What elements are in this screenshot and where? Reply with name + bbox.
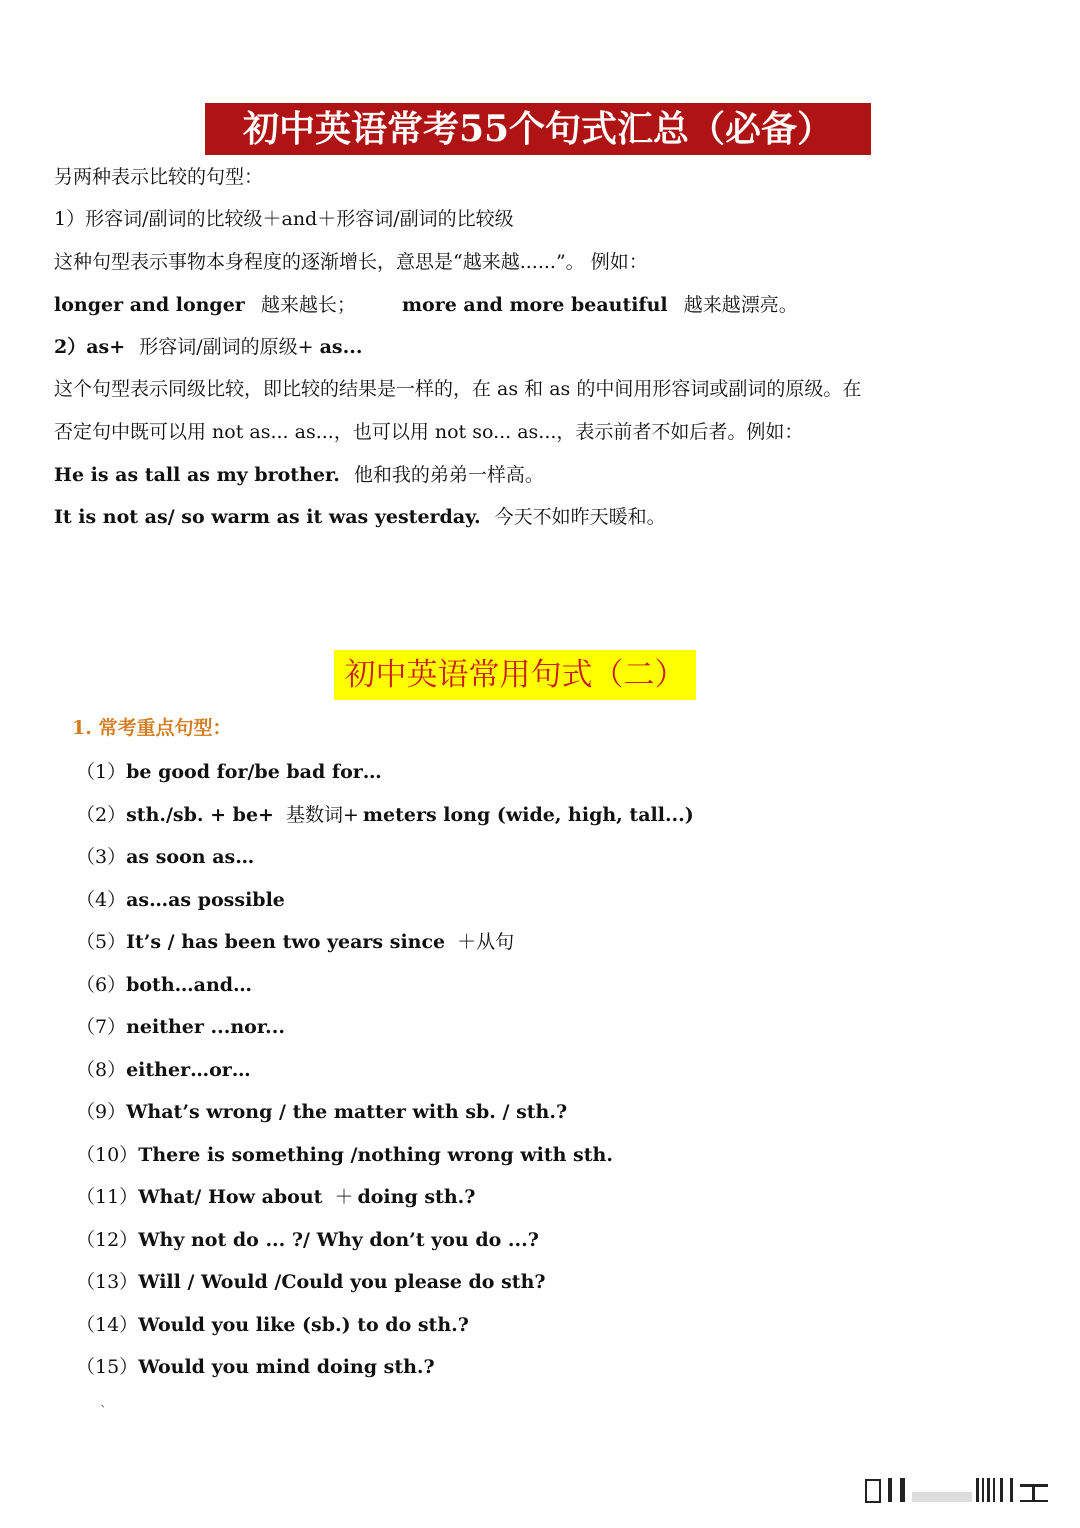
list-item [76, 1354, 435, 1380]
list-item [76, 1269, 546, 1295]
list-item-number: （8） [76, 1059, 127, 1081]
list-item-pattern: What/ How about [138, 1186, 323, 1208]
list-item-number: （12） [76, 1229, 139, 1251]
list-item-pattern: be good for/be bad for… [126, 761, 382, 783]
list-item-pattern: Will / Would /Could you please do sth? [138, 1271, 546, 1293]
list-item-pattern: Would you like (sb.) to do sth.? [138, 1314, 469, 1336]
list-item [76, 844, 254, 870]
list-item [76, 972, 252, 998]
list-item-number: （7） [76, 1016, 127, 1038]
rule-2-number: 2）as+ [54, 336, 126, 358]
rule-2-description-1: 这个句型表示同级比较，即比较的结果是一样的，在 as 和 as 的中间用形容词或副词的原级。在 [54, 378, 862, 400]
list-item-number: （4） [76, 889, 127, 911]
list-item-pattern: both…and… [126, 974, 253, 996]
example-1a-chinese: 越来越长； [260, 294, 356, 316]
example-2b-chinese: 今天不如昨天暖和。 [494, 506, 666, 528]
subsection-heading: 1. 常考重点句型： [72, 717, 232, 739]
list-item [76, 802, 694, 828]
example-2b-english: It is not as/ so warm as it was yesterday. [54, 506, 481, 528]
page-title: 初中英语常考55个句式汇总（必备） [205, 103, 871, 155]
list-item-pattern: either…or… [126, 1059, 251, 1081]
list-item [76, 1227, 539, 1253]
list-item-number: （1） [76, 761, 127, 783]
list-item-number: （11） [76, 1186, 139, 1208]
example-2a-english: He is as tall as my brother. [54, 464, 340, 486]
example-1b-chinese: 越来越漂亮。 [683, 294, 798, 316]
list-item-pattern: It’s / has been two years since [126, 931, 446, 953]
example-2b [54, 504, 666, 530]
list-item-pattern: There is something /nothing wrong with sth. [138, 1144, 613, 1166]
rule-1 [54, 206, 514, 232]
list-item-pattern: as soon as… [126, 846, 255, 868]
list-item-number: （13） [76, 1271, 139, 1293]
list-item-pattern: sth./sb. + be+ [126, 804, 274, 826]
list-item-pattern: Why not do ... ?/ Why don’t you do ...? [138, 1229, 539, 1251]
rule-2-description-2: 否定句中既可以用 not as... as...，也可以用 not so... as...，表示前者不如后者。例如： [54, 421, 804, 443]
example-2a [54, 462, 544, 488]
example-1b-english: more and more beautiful [401, 294, 668, 316]
list-item-pattern: neither ...nor... [126, 1016, 285, 1038]
rule-1-text: 1）形容词/副词的比较级＋and＋形容词/副词的比较级 [54, 208, 514, 230]
stray-mark: ` [100, 1404, 107, 1420]
list-item [76, 929, 514, 955]
list-item-number: （3） [76, 846, 127, 868]
list-item-pattern: Would you mind doing sth.? [138, 1356, 435, 1378]
list-item [76, 1057, 251, 1083]
example-1 [54, 292, 798, 318]
list-item [76, 887, 285, 913]
list-item-chinese: ＋ [334, 1186, 354, 1208]
list-item-chinese: 基数词+ [285, 804, 359, 826]
list-item [76, 1142, 613, 1168]
list-item-chinese: ＋从句 [457, 931, 515, 953]
rule-2-middle: 形容词/副词的原级+ [139, 336, 314, 358]
rule-2-end: as... [319, 336, 363, 358]
list-item-pattern: as…as possible [126, 889, 285, 911]
list-item-number: （14） [76, 1314, 139, 1336]
list-item-number: （10） [76, 1144, 139, 1166]
list-item [76, 1099, 567, 1125]
list-item [76, 1312, 469, 1338]
list-item-number: （9） [76, 1101, 127, 1123]
example-1a-english: longer and longer [54, 294, 245, 316]
list-item [76, 759, 382, 785]
rule-2 [54, 334, 362, 360]
intro-text: 另两种表示比较的句型： [54, 166, 264, 188]
list-item-number: （15） [76, 1356, 139, 1378]
section-title: 初中英语常用句式（二） [334, 650, 696, 700]
scanner-marks-decoration [860, 1474, 1060, 1506]
list-item-pattern-continued: meters long (wide, high, tall...) [362, 804, 694, 826]
list-item-number: （6） [76, 974, 127, 996]
list-item-number: （5） [76, 931, 127, 953]
rule-1-description: 这种句型表示事物本身程度的逐渐增长，意思是“越来越......”。 例如： [54, 251, 648, 273]
list-item-pattern: What’s wrong / the matter with sb. / sth.? [126, 1101, 568, 1123]
list-item [76, 1184, 475, 1210]
list-item-number: （2） [76, 804, 127, 826]
example-2a-chinese: 他和我的弟弟一样高。 [353, 464, 544, 486]
list-item [76, 1014, 285, 1040]
list-item-pattern-continued: doing sth.? [357, 1186, 476, 1208]
